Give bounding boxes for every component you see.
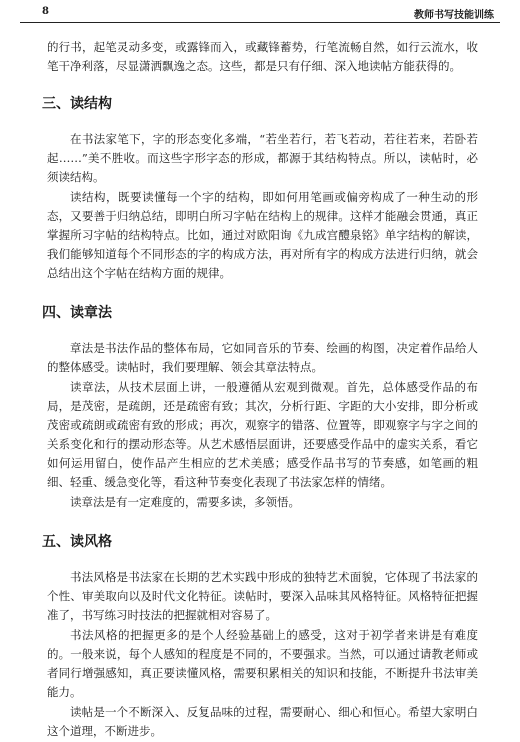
paragraph: 读帖是一个不断深入、反复品味的过程，需要耐心、细心和恒心。希望大家明白这个道理，不断进步。: [47, 705, 478, 738]
paragraph: 书法风格是书法家在长期的艺术实践中形成的独特艺术面貌，它体现了书法家的个性、审美取向以及时代文化特征。读帖时，要深入品味其风格特征。风格特征把握准了，书写练习时技法的把握就相对容易了。: [47, 570, 478, 622]
body-content: [42, 38, 478, 742]
paragraph: 读章法是有一定难度的，需要多读，多领悟。: [70, 495, 300, 509]
paragraph: 读结构，既要读懂每一个字的结构，即如何用笔画或偏旁构成了一种生动的形态，又要善于归纳总结，即明白所习字帖在结构上的规律。这样才能融会贯通，真正掌握所习字帖的结构特点。比如，通过对欧阳询《九成宫醴泉铭》单字结构的解读，我们能够知道每个不同形态的字的构成方法，再对所有字的构成方法进行归纳，就会总结出这个字帖在结构方面的规律。: [47, 190, 478, 280]
paragraph: 书法风格的把握更多的是个人经验基础上的感受，这对于初学者来讲是有难度的。一般来说，每个人感知的程度是不同的，不要强求。当然，可以通过请教老师或者同行增强感知，真正要读懂风格，需要积累相关的知识和技能，不断提升书法审美能力。: [47, 628, 478, 699]
paragraph: 读章法，从技术层面上讲，一般遵循从宏观到微观。首先，总体感受作品的布局，是茂密，是疏朗，还是疏密有致；其次，分析行距、字距的大小安排，即分析或茂密或疏朗或疏密有致的形成；再次，观察字的错落、位置等，即观察字与字之间的关系变化和行的摆动形态等。从艺术感悟层面讲，还要感受作品中的虚实关系，看它如何运用留白，使作品产生相应的艺术美感；感受作品书写的节奏感，如笔画的粗细、轻重、缓急变化等，看这种节奏变化表现了书法家怎样的情绪。: [47, 380, 478, 489]
intro-paragraph: 的行书，起笔灵动多变，或露锋而入，或藏锋蓄势，行笔流畅自然，如行云流水，收笔干净利落，尽显潇洒飘逸之态。这些，都是只有仔细、深入地读帖方能获得的。: [47, 40, 478, 73]
section-heading-style: 五、读风格: [42, 534, 112, 550]
paragraph: 在书法家笔下，字的形态变化多端，“若坐若行，若飞若动，若往若来，若卧若起……”美不胜收。而这些字形字态的形成，都源于其结构特点。所以，读帖时，必须读结构。: [47, 132, 478, 184]
paragraph: 章法是书法作品的整体布局，它如同音乐的节奏、绘画的构图，决定着作品给人的整体感受。读帖时，我们要理解、领会其章法特点。: [47, 341, 478, 374]
page-number: 8: [42, 6, 49, 17]
section-heading-composition: 四、读章法: [42, 305, 112, 321]
page-header: [20, 0, 500, 23]
section-heading-structure: 三、读结构: [42, 96, 112, 112]
book-title: 教师书写技能训练: [414, 10, 494, 21]
